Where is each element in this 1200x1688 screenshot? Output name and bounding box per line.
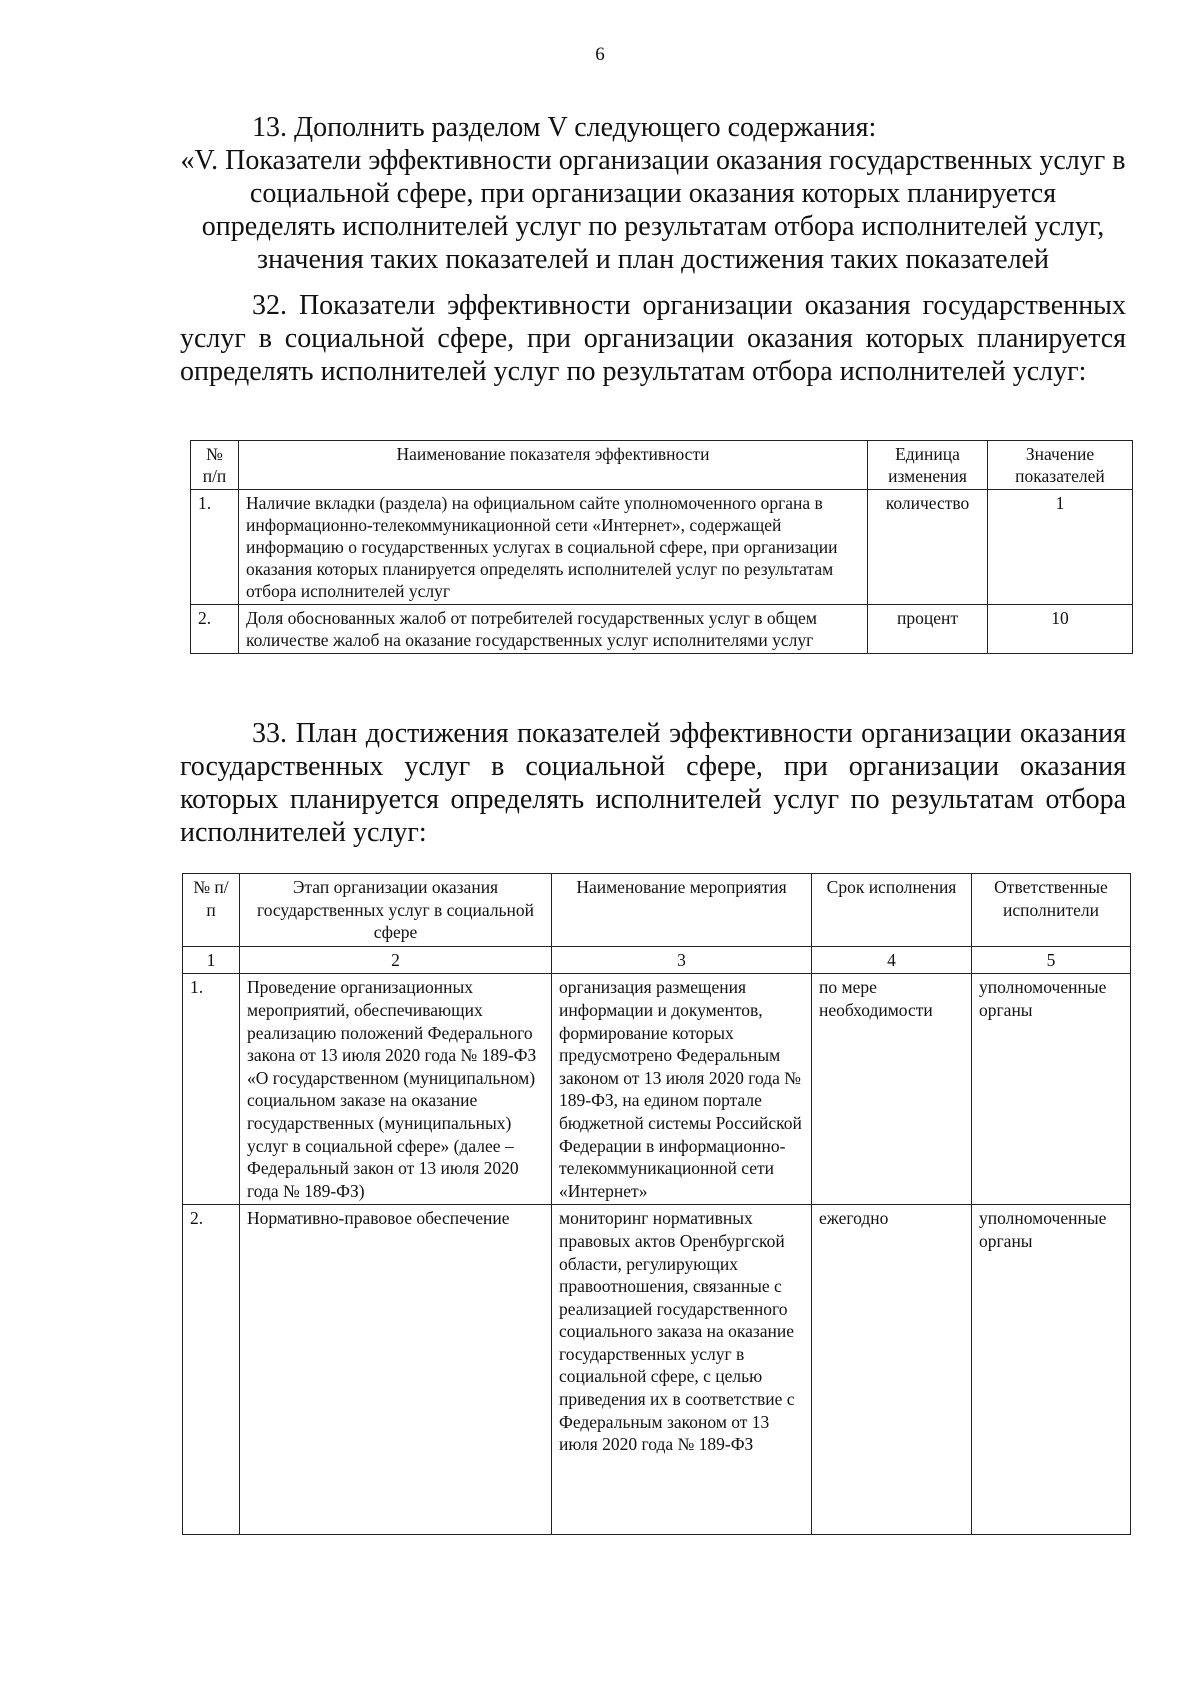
responsible-cell: уполномоченные органы — [972, 974, 1131, 1205]
deadline-cell: по мере необходимости — [812, 974, 972, 1205]
header-num: № п/п — [191, 441, 239, 490]
column-number: 3 — [552, 946, 812, 974]
responsible-cell: уполномоченные органы — [972, 1205, 1131, 1535]
header-value: Значение показателей — [988, 441, 1133, 490]
stage-cell: Нормативно-правовое обеспечение — [240, 1205, 552, 1535]
row-num: 1. — [191, 490, 239, 605]
event-cell: мониторинг нормативных правовых актов Оренбургской области, регулирующих правоотношения, связанные с реализацией государственного социального заказа на оказание государственных услуг в социальной сфере, с целью приведения их в соответствие с Федеральным законом от 13 июля 2020 года № 189-ФЗ — [552, 1205, 812, 1535]
header-deadline: Срок исполнения — [812, 874, 972, 947]
page-number: 6 — [595, 44, 605, 65]
header-stage: Этап организации оказания государственных услуг в социальной сфере — [240, 874, 552, 947]
table-header-row — [183, 874, 1131, 947]
table-header-row — [191, 441, 1133, 490]
event-cell: организация размещения информации и документов, формирование которых предусмотрено Федеральным законом от 13 июля 2020 года № 189-ФЗ, на едином портале бюджетной системы Российской Федерации в информационно-телекоммуникационной сети «Интернет» — [552, 974, 812, 1205]
table-row — [191, 605, 1133, 654]
table-row — [183, 1205, 1131, 1535]
row-num: 1. — [183, 974, 240, 1205]
indicator-name: Наличие вкладки (раздела) на официальном сайте уполномоченного органа в информационно-телекоммуникационной сети «Интернет», содержащей информацию о государственных услугах в социальной сфере, при организации оказания которых планируется определять исполнителей услуг по результатам отбора исполнителей услуг — [239, 490, 868, 605]
indicator-unit: количество — [868, 490, 988, 605]
indicator-unit: процент — [868, 605, 988, 654]
indicator-value: 1 — [988, 490, 1133, 605]
item-32-text: 32. Показатели эффективности организации оказания государственных услуг в социальной сфере, при организации оказания которых планируется определять исполнителей услуг по результатам отбора исполнителей услуг: — [180, 290, 1126, 387]
header-indicator-name: Наименование показателя эффективности — [239, 441, 868, 490]
column-number: 4 — [812, 946, 972, 974]
item-13-intro: 13. Дополнить разделом V следующего содержания: — [252, 112, 877, 143]
deadline-cell: ежегодно — [812, 1205, 972, 1535]
table-row — [191, 490, 1133, 605]
achievement-plan-table — [182, 873, 1131, 1535]
row-num: 2. — [183, 1205, 240, 1535]
header-unit: Единица изменения — [868, 441, 988, 490]
header-num: № п/п — [183, 874, 240, 947]
column-number: 1 — [183, 946, 240, 974]
indicator-value: 10 — [988, 605, 1133, 654]
indicator-name: Доля обоснованных жалоб от потребителей государственных услуг в общем количестве жалоб на оказание государственных услуг исполнителями услуг — [239, 605, 868, 654]
header-responsible: Ответственные исполнители — [972, 874, 1131, 947]
item-33-text: 33. План достижения показателей эффективности организации оказания государственных услуг в социальной сфере, при организации оказания которых планируется определять исполнителей услуг по результатам отбора исполнителей услуг: — [180, 718, 1126, 848]
table-row — [183, 974, 1131, 1205]
column-number-row — [183, 946, 1131, 974]
column-number: 5 — [972, 946, 1131, 974]
column-number: 2 — [240, 946, 552, 974]
efficiency-indicators-table — [190, 440, 1133, 654]
row-num: 2. — [191, 605, 239, 654]
header-event: Наименование мероприятия — [552, 874, 812, 947]
section-v-title: «V. Показатели эффективности организации оказания государственных услуг в социальной сфере, при организации оказания которых планируется определять исполнителей услуг по результатам отбора исполнителей услуг, значения таких показателей и план достижения таких показателей — [180, 145, 1126, 275]
stage-cell: Проведение организационных мероприятий, обеспечивающих реализацию положений Федерального закона от 13 июля 2020 года № 189-ФЗ «О государственном (муниципальном) социальном заказе на оказание государственных (муниципальных) услуг в социальной сфере» (далее – Федеральный закон от 13 июля 2020 года № 189-ФЗ) — [240, 974, 552, 1205]
